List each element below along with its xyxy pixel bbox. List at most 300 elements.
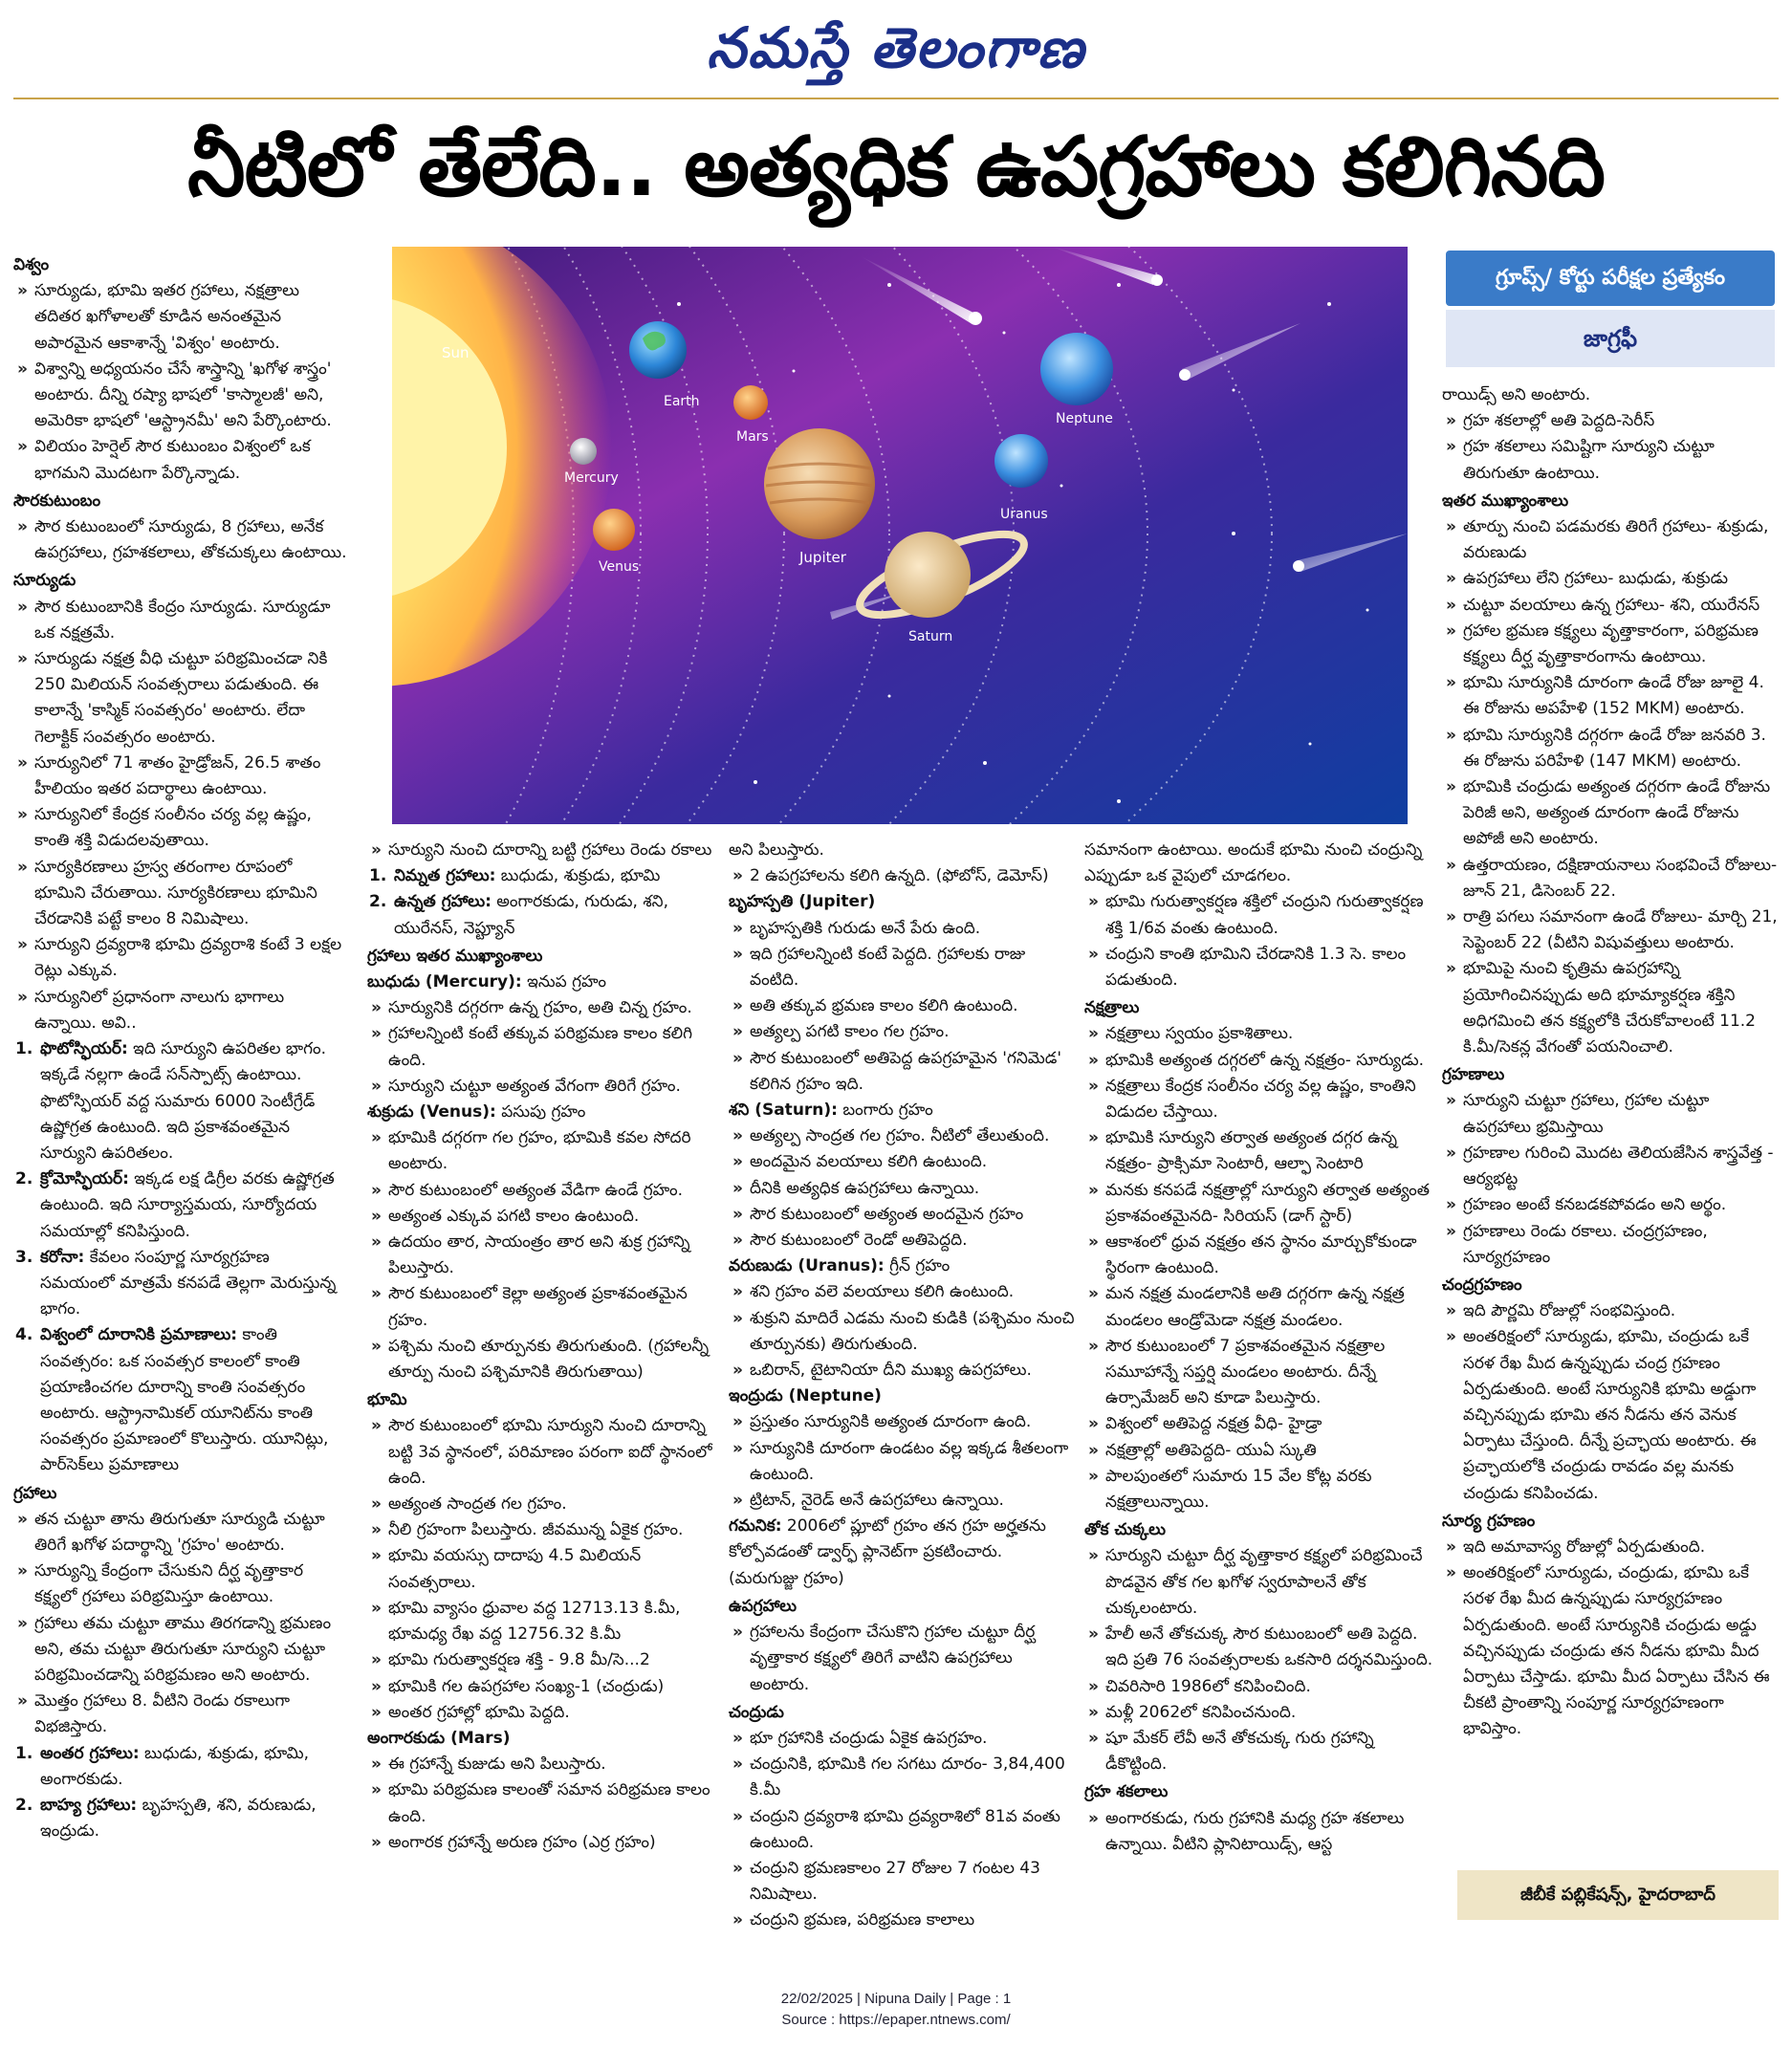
headline: నీటిలో తేలేది.. అత్యధిక ఉపగ్రహాలు కలిగినది xyxy=(187,120,1605,215)
numbered-item xyxy=(13,1036,348,1166)
item-lead: శని (Saturn): xyxy=(729,1101,838,1121)
bullet-item xyxy=(729,1149,1077,1175)
bullet-item xyxy=(1442,1324,1779,1506)
bullet-item xyxy=(13,855,348,933)
bullet-item xyxy=(367,1543,721,1595)
item-text: మళ్లీ 2062లో కనిపించనుంది. xyxy=(1105,1702,1297,1722)
item-number: 2. xyxy=(369,892,387,912)
item-text: బంగారు గ్రహం xyxy=(837,1101,933,1121)
bullet-item xyxy=(1442,1560,1779,1742)
item-number: 1. xyxy=(369,866,387,886)
bullet-item xyxy=(729,1488,1077,1514)
article-column-2 xyxy=(367,838,721,1952)
item-lead: బుధుడు (Mercury): xyxy=(367,972,522,992)
item-text: సూర్యుడు, భూమి ఇతర గ్రహాలు, నక్షత్రాలు తదితర ఖగోళాలతో కూడిన అనంతమైన అపారమైన ఆకాశాన్నే 'విశ్వం' అంటారు. xyxy=(34,281,300,353)
bullet-item xyxy=(1442,434,1779,486)
mars-label: Mars xyxy=(736,429,769,445)
bullet-item xyxy=(729,1176,1077,1202)
bullet-item xyxy=(367,1281,721,1333)
item-text: అత్యల్ప పగటి కాలం గల గ్రహం. xyxy=(750,1022,950,1042)
item-text: విలియం హెర్షెల్ సౌర కుటుంబం విశ్వంలో ఒక భాగమని మొదటగా పేర్కొన్నాడు. xyxy=(34,437,311,483)
item-text: అంతర గ్రహాల్లో భూమి పెద్దది. xyxy=(388,1702,570,1722)
item-text: నక్షత్రాల్లో అతిపెద్దది- యుఏ స్కుతి xyxy=(1105,1440,1317,1460)
item-text: అంగారకుడు, గురుడు, శని, యురేనస్, నెప్ట్యూన్ xyxy=(394,892,669,938)
item-text: భూమి పరిభ్రమణ కాలంతో సమాన పరిభ్రమణ కాలం ఉంది. xyxy=(388,1780,710,1826)
item-text: భూమికి చంద్రుడు అత్యంత దగ్గరగా ఉండే రోజును పెరిజీ అని, అత్యంత దూరంగా ఉండే రోజును అపోజీ అని అంటారు. xyxy=(1463,777,1771,849)
item-text: అంతరిక్షంలో సూర్యుడు, చంద్రుడు, భూమి ఒకే సరళ రేఖ మీద ఉన్నప్పుడు సూర్యగ్రహణం ఏర్పడుతుంది. అంటే సూర్యునికి చంద్రుడు అడ్డు వచ్చినప్పుడు చంద్రుడు తన నీడను భూమి మీద ఏర్పాటు చేస్తాడు. భూమి మీద ఏర్పాటు చేసిన ఈ చీకటి ప్రాంతాన్ని సంపూర్ణ సూర్యగ్రహణంగా భావిస్తాం. xyxy=(1463,1563,1770,1739)
item-text: శని గ్రహం వలె వలయాలు కలిగి ఉంటుంది. xyxy=(750,1282,1015,1302)
item-lead: కరోనా: xyxy=(40,1247,85,1267)
section-heading: గ్రహణాలు xyxy=(1442,1065,1505,1085)
bullet-item xyxy=(729,1123,1077,1149)
bullet-item xyxy=(1084,1543,1436,1622)
item-text: గ్రహణాల గురించి మొదట తెలియజేసిన శాస్త్రవేత్త - ఆర్యభట్ట xyxy=(1463,1143,1774,1189)
section-heading: ఇతర ముఖ్యాంశాలు xyxy=(1442,490,1569,511)
publisher-credit: జీబీకే పబ్లికేషన్స్, హైదరాబాద్ xyxy=(1457,1870,1779,1920)
bullet-item xyxy=(1442,956,1779,1060)
bullet-item xyxy=(729,1726,1077,1752)
item-text: సౌర కుటుంబంలో రెండో అతిపెద్దది. xyxy=(750,1231,968,1251)
article-column-3 xyxy=(729,838,1077,1952)
bullet-item xyxy=(13,514,348,566)
subject-badge: జాగ్రఫీ xyxy=(1446,310,1775,367)
item-text: గ్రహాలన్నింటి కంటే తక్కువ పరిభ్రమణ కాలం కలిగి ఉంది. xyxy=(388,1024,693,1070)
bullet-item xyxy=(1084,1464,1436,1515)
bullet-item xyxy=(1084,1622,1436,1673)
item-text: సూర్యకిరణాలు హ్రస్వ తరంగాల రూపంలో భూమిని చేరుతాయి. సూర్యకిరణాలు భూమిని చేరడానికి పట్టే కాలం 8 నిమిషాలు. xyxy=(34,857,317,929)
bullet-item xyxy=(1084,1281,1436,1333)
item-text: గ్రహ శకలాల్లో అతి పెద్దది-సెరీస్ xyxy=(1463,411,1655,431)
item-text: భూ గ్రహానికి చంద్రుడు ఏకైక ఉపగ్రహం. xyxy=(750,1728,988,1748)
item-text: ఒబిరాన్, టైటానియా దీని ముఖ్య ఉపగ్రహాలు. xyxy=(750,1361,1032,1381)
bullet-item xyxy=(367,1021,721,1073)
item-text: భూమికి దగ్గరగా గల గ్రహం, భూమికి కవల సోదరి అంటారు. xyxy=(388,1128,691,1174)
paragraph xyxy=(729,1253,1077,1279)
item-text: భూమి సూర్యునికి దూరంగా ఉండే రోజు జూలై 4. ఈ రోజును అపహేళి (152 MKM) అంటారు. xyxy=(1463,673,1764,719)
bullet-item xyxy=(1442,514,1779,566)
bullet-item xyxy=(729,1228,1077,1253)
item-text: భూమికి సూర్యుని తర్వాత అత్యంత దగ్గర ఉన్న నక్షత్రం- ప్రాక్సిమా సెంటారీ, ఆల్ఫా సెంటారి xyxy=(1105,1128,1397,1174)
item-text: అంగారక గ్రహాన్నే అరుణ గ్రహం (ఎర్ర గ్రహం) xyxy=(388,1832,656,1852)
bullet-item xyxy=(1442,1219,1779,1271)
masthead-rule xyxy=(13,98,1779,99)
bullet-item xyxy=(1084,1411,1436,1437)
bullet-item xyxy=(367,1647,721,1673)
item-lead: అంతర గ్రహాలు: xyxy=(40,1743,140,1763)
jupiter-label: Jupiter xyxy=(799,549,846,566)
paragraph xyxy=(729,1384,1077,1409)
item-text: కేవలం సంపూర్ణ సూర్యగ్రహణ సమయంలో మాత్రమే కనపడే తెల్లగా మెరుస్తున్న భాగం. xyxy=(40,1247,337,1319)
item-number: 3. xyxy=(15,1247,33,1267)
paragraph xyxy=(367,1726,721,1752)
mercury-shape xyxy=(570,438,597,465)
paragraph xyxy=(729,838,1077,863)
bullet-item xyxy=(13,1611,348,1689)
item-number: 1. xyxy=(15,1743,33,1763)
paragraph xyxy=(729,889,1077,915)
bullet-item xyxy=(1442,774,1779,853)
bullet-item xyxy=(367,1413,721,1492)
item-text: చంద్రునికి, భూమికి గల సగటు దూరం- 3,84,400 కి.మీ xyxy=(750,1755,1065,1800)
section-heading: చంద్రగ్రహణం xyxy=(1442,1275,1522,1295)
item-text: గ్రహణం అంటే కనబడకపోవడం అని అర్థం. xyxy=(1463,1195,1727,1215)
item-text: గ్రహ శకలాలు సమిష్టిగా సూర్యుని చుట్టూ తిరుగుతూ ఉంటాయి. xyxy=(1463,437,1715,483)
bullet-item xyxy=(13,932,348,984)
numbered-item xyxy=(13,1322,348,1478)
item-text: సూర్యుని చుట్టూ గ్రహాలు, గ్రహాల చుట్టూ ఉపగ్రహాలు భ్రమిస్తాయి xyxy=(1463,1091,1710,1137)
item-text: అతి తక్కువ భ్రమణ కాలం కలిగి ఉంటుంది. xyxy=(750,996,1018,1016)
solar-system-illustration xyxy=(392,247,1408,824)
item-text: 2 ఉపగ్రహాలను కలిగి ఉన్నది. (ఫోబోస్, డెమోస్) xyxy=(750,866,1049,886)
item-text: షూ మేకర్ లేవీ అనే తోకచుక్క గురు గ్రహాన్ని డీకొట్టింది. xyxy=(1105,1728,1374,1775)
numbered-item xyxy=(13,1166,348,1245)
bullet-item xyxy=(1442,1192,1779,1218)
paragraph xyxy=(367,1100,721,1125)
bullet-item xyxy=(367,1230,721,1281)
section-heading: గ్రహాలు xyxy=(13,1483,57,1503)
item-text: సూర్యుని ద్రవ్యరాశి భూమి ద్రవ్యరాశి కంటే 3 లక్షల రెట్లు ఎక్కువ. xyxy=(34,935,342,981)
bullet-item xyxy=(1084,942,1436,993)
mars-shape xyxy=(733,385,768,420)
bullet-item xyxy=(1084,1048,1436,1074)
item-text: చంద్రుని కాంతి భూమిని చేరడానికి 1.3 సె. కాలం పడుతుంది. xyxy=(1105,944,1407,991)
item-text: సూర్యునికి దగ్గరగా ఉన్న గ్రహం, అతి చిన్న గ్రహం. xyxy=(388,998,692,1018)
bullet-item xyxy=(729,916,1077,942)
item-text: గ్రీన్ గ్రహం xyxy=(884,1256,951,1276)
bullet-item xyxy=(729,993,1077,1019)
item-text: శుక్రుని మాదిరే ఎడమ నుంచి కుడికి (పశ్చిమం నుంచి తూర్పునకు) తిరుగుతుంది. xyxy=(750,1308,1075,1354)
bullet-item xyxy=(367,1830,721,1856)
numbered-item xyxy=(367,889,721,941)
bullet-item xyxy=(729,1019,1077,1045)
item-text: ఆకాశంలో ధ్రువ నక్షత్రం తన స్థానం మార్చుకోకుండా స్థిరంగా ఉంటుంది. xyxy=(1105,1232,1417,1278)
item-lead: వరుణుడు (Uranus): xyxy=(729,1256,885,1276)
section-heading: తోక చుక్కలు xyxy=(1084,1520,1167,1540)
item-text: సూర్యునిలో ప్రధానంగా నాలుగు భాగాలు ఉన్నాయి. అవి.. xyxy=(34,987,285,1033)
item-text: అంగారకుడు, గురు గ్రహానికి మధ్య గ్రహ శకలాలు ఉన్నాయి. వీటిని ప్లానిటాయిడ్స్, ఆస్ట xyxy=(1105,1808,1405,1854)
item-number: 2. xyxy=(15,1169,33,1189)
bullet-item xyxy=(729,863,1077,889)
solar-system-svg xyxy=(392,247,1408,824)
item-lead: విశ్వంలో దూరానికి ప్రమాణాలు: xyxy=(40,1325,238,1345)
item-text: గ్రహణాలు రెండు రకాలు. చంద్రగ్రహణం, సూర్యగ్రహణం xyxy=(1463,1221,1708,1267)
bullet-item xyxy=(367,1674,721,1700)
bullet-item xyxy=(13,802,348,854)
venus-shape xyxy=(593,509,635,551)
bullet-item xyxy=(367,1074,721,1100)
item-lead: క్రోమోస్ఫియర్: xyxy=(40,1169,129,1189)
item-text: చుట్టూ వలయాలు ఉన్న గ్రహాలు- శని, యురేనస్ xyxy=(1463,595,1760,615)
item-text: సౌర కుటుంబంలో అతిపెద్ద ఉపగ్రహమైన 'గనిమెడ' కలిగిన గ్రహం ఇది. xyxy=(750,1048,1062,1094)
section-heading: గ్రహ శకలాలు xyxy=(1084,1782,1169,1802)
numbered-item xyxy=(13,1741,348,1793)
bullet-item xyxy=(729,1752,1077,1803)
bullet-item xyxy=(367,1700,721,1726)
bullet-item xyxy=(13,985,348,1036)
section-heading: సౌరకుటుంబం xyxy=(13,490,101,511)
item-text: సూర్యుని చుట్టూ దీర్ఘ వృత్తాకార కక్ష్యలో పరిభ్రమించే పొడవైన తోక గల ఖగోళ స్వరూపాలనే తోక చుక్కలంటారు. xyxy=(1105,1546,1423,1618)
bullet-item xyxy=(1084,1438,1436,1464)
item-text: ఇది పౌర్ణమి రోజుల్లో సంభవిస్తుంది. xyxy=(1463,1301,1676,1321)
bullet-item xyxy=(367,1517,721,1543)
item-text: విశ్వంలో అతిపెద్ద నక్షత్ర వీధి- హైడ్రా xyxy=(1105,1414,1322,1434)
section-badge: గ్రూప్స్‌/ కోర్టు పరీక్షల ప్రత్యేకం xyxy=(1446,251,1775,306)
item-text: ఇది గ్రహాలన్నింటి కంటే పెద్దది. గ్రహాలకు రాజు వంటిది. xyxy=(750,944,1026,991)
item-text: భూమికి అత్యంత దగ్గరలో ఉన్న నక్షత్రం- సూర్యుడు. xyxy=(1105,1050,1424,1070)
uranus-shape xyxy=(994,434,1048,488)
bullet-item xyxy=(729,1358,1077,1384)
item-text: పసుపు గ్రహం xyxy=(495,1102,586,1123)
bullet-item xyxy=(1442,619,1779,670)
bullet-item xyxy=(1442,723,1779,774)
item-text: మన నక్షత్ర మండలానికి అతి దగ్గరగా ఉన్న నక్షత్ర మండలం ఆండ్రోమెడా నక్షత్ర మండలం. xyxy=(1105,1284,1405,1330)
item-lead: అంగారకుడు (Mars) xyxy=(367,1728,511,1748)
saturn-shape xyxy=(885,532,971,618)
item-text: ఉపగ్రహాలు లేని గ్రహాలు- బుధుడు, శుక్రుడు xyxy=(1463,569,1729,589)
item-text: ఇనుప గ్రహం xyxy=(521,972,607,992)
item-text: ప్రస్తుతం సూర్యునికి అత్యంత దూరంగా ఉంది. xyxy=(750,1412,1032,1432)
item-text: బృహస్పతికి గురుడు అనే పేరు ఉంది. xyxy=(750,918,981,938)
item-text: సౌర కుటుంబంలో అత్యంత వేడిగా ఉండే గ్రహం. xyxy=(388,1180,684,1200)
numbered-item xyxy=(367,863,721,889)
item-text: ఈ గ్రహాన్నే కుజుడు అని పిలుస్తారు. xyxy=(388,1755,606,1775)
masthead-logo: నమస్తే తెలంగాణ xyxy=(707,15,1085,80)
bullet-item xyxy=(367,1777,721,1829)
bullet-item xyxy=(367,1334,721,1385)
item-text: తూర్పు నుంచి పడమరకు తిరిగే గ్రహాలు- శుక్రుడు, వరుణుడు xyxy=(1463,517,1769,563)
saturn-label: Saturn xyxy=(908,629,953,644)
item-text: భూమి వయస్సు దాదాపు 4.5 మిలియన్ సంవత్సరాలు. xyxy=(388,1546,642,1592)
earth-label: Earth xyxy=(664,394,700,409)
bullet-item xyxy=(1084,1726,1436,1777)
bullet-item xyxy=(1442,408,1779,434)
item-text: అందమైన వలయాలు కలిగి ఉంటుంది. xyxy=(750,1152,988,1172)
section-heading: సూర్య గ్రహణం xyxy=(1442,1511,1536,1531)
item-lead: బృహస్పతి (Jupiter) xyxy=(729,892,876,912)
sun-label: Sun xyxy=(442,344,470,361)
bullet-item xyxy=(729,1279,1077,1305)
bullet-item xyxy=(1442,1298,1779,1324)
item-text: అంతరిక్షంలో సూర్యుడు, భూమి, చంద్రుడు ఒకే సరళ రేఖ మీద ఉన్నప్పుడు చంద్ర గ్రహణం ఏర్పడుతుంది. అంటే సూర్యునికి భూమి అడ్డుగా వచ్చినప్పుడు భూమి తన నీడను తన వెనుక ఏర్పాటు చేస్తుంది. దీన్నే ప్రచ్ఛాయ అంటారు. ఈ ప్రచ్ఛాయలోకి చంద్రుడు రావడం వల్ల మనకు చంద్రుడు కనిపించడు. xyxy=(1463,1327,1757,1503)
item-text: గ్రహాలను కేంద్రంగా చేసుకొని గ్రహాల చుట్టూ దీర్ఘ వృత్తాకార కక్ష్యలో తిరిగే వాటిని ఉపగ్రహాలు అంటారు. xyxy=(750,1623,1036,1694)
item-text: అత్యంత సాంద్రత గల గ్రహం. xyxy=(388,1494,567,1515)
item-text: దీనికి అత్యధిక ఉపగ్రహాలు ఉన్నాయి. xyxy=(750,1178,980,1198)
item-text: చివరిసారి 1986లో కనిపించింది. xyxy=(1105,1676,1311,1696)
numbered-item xyxy=(13,1793,348,1844)
item-text: భూమికి గల ఉపగ్రహాల సంఖ్య-1 (చంద్రుడు) xyxy=(388,1676,665,1696)
item-text: హేలీ అనే తోకచుక్క సౌర కుటుంబంలో అతి పెద్దది. ఇది ప్రతి 76 సంవత్సరాలకు ఒకసారి దర్శనమిస్తుంది. xyxy=(1105,1624,1433,1670)
paragraph xyxy=(729,1514,1077,1592)
item-text: భూమి గురుత్వాకర్షణ శక్తి - 9.8 మీ/సె...2 xyxy=(388,1650,650,1670)
section-heading: చంద్రుడు xyxy=(729,1702,784,1722)
item-text: ఇది అమావాస్య రోజుల్లో ఏర్పడుతుంది. xyxy=(1463,1537,1706,1557)
bullet-item xyxy=(1442,566,1779,592)
item-number: 4. xyxy=(15,1325,33,1345)
bullet-item xyxy=(729,1436,1077,1488)
item-text: చంద్రుని ద్రవ్యరాశి భూమి ద్రవ్యరాశిలో 81వ వంతు ఉంటుంది. xyxy=(750,1806,1060,1852)
item-text: ట్రిటాన్, నైరెడ్ అనే ఉపగ్రహాలు ఉన్నాయి. xyxy=(750,1491,1004,1511)
item-text: భూమిపై నుంచి కృత్రిమ ఉపగ్రహాన్ని ప్రయోగించినప్పుడు అది భూమ్యాకర్షణ శక్తిని అధిగమించి తన కక్ష్యలోకి చేరుకోవాలంటే 11.2 కి.మీ/సెకన్ల వేగంతో పయనించాలి. xyxy=(1463,959,1757,1057)
bullet-item xyxy=(367,1204,721,1230)
item-text: సూర్యునిలో కేంద్రక సంలీనం చర్య వల్ల ఉష్ణం, కాంతి శక్తి విడుదలవుతాయి. xyxy=(34,805,312,851)
bullet-item xyxy=(367,1752,721,1777)
bullet-item xyxy=(1442,1141,1779,1192)
page-footer xyxy=(0,1989,1792,2031)
item-text: అత్యల్ప సాంద్రత గల గ్రహం. నీటిలో తేలుతుంది. xyxy=(750,1126,1050,1146)
bullet-item xyxy=(1084,1074,1436,1125)
item-text: ఇక్కడ లక్ష డిగ్రీల వరకు ఉష్ణోగ్రత ఉంటుంది. ఇది సూర్యాస్తమయ, సూర్యోదయ సమయాల్లో కనిపిస్తుంది. xyxy=(40,1169,335,1241)
bullet-item xyxy=(729,942,1077,993)
item-text: చంద్రుని భ్రమణ, పరిభ్రమణ కాలాలు xyxy=(750,1910,975,1930)
item-text: సౌర కుటుంబానికి కేంద్రం సూర్యుడు. సూర్యుడూ ఒక నక్షత్రమే. xyxy=(34,597,331,643)
bullet-item xyxy=(729,1202,1077,1228)
item-text: సూర్యున్ని కేంద్రంగా చేసుకుని దీర్ఘ వృత్తాకార కక్ష్యలో గ్రహాలు పరిభ్రమిస్తూ ఉంటాయి. xyxy=(34,1561,304,1607)
footer-date-line: 22/02/2025 | Nipuna Daily | Page : 1 xyxy=(780,1991,1012,2007)
item-text: సౌర కుటుంబంలో కెల్లా అత్యంత ప్రకాశవంతమైన గ్రహం. xyxy=(388,1284,688,1330)
item-text: సూర్యునికి దూరంగా ఉండటం వల్ల ఇక్కడ శీతలంగా ఉంటుంది. xyxy=(750,1438,1069,1484)
bullet-item xyxy=(367,1596,721,1647)
section-heading: భూమి xyxy=(367,1390,407,1410)
bullet-item xyxy=(1084,1178,1436,1230)
bullet-item xyxy=(13,1689,348,1740)
item-text: పాలపుంతలో సుమారు 15 వేల కోట్ల వరకు నక్షత్రాలున్నాయి. xyxy=(1105,1466,1372,1513)
item-text: సౌర కుటుంబంలో సూర్యుడు, 8 గ్రహాలు, అనేక ఉపగ్రహాలు, గ్రహశకలాలు, తోకచుక్కలు ఉంటాయి. xyxy=(34,517,347,563)
section-heading: విశ్వం xyxy=(13,255,50,274)
section-heading: నక్షత్రాలు xyxy=(1084,998,1140,1018)
bullet-item xyxy=(1442,1088,1779,1140)
item-text: గ్రహాలు తమ చుట్టూ తాము తిరగడాన్ని భ్రమణం అని, తమ చుట్టూ తిరుగుతూ సూర్యుని చుట్టూ పరిభ్రమించడాన్ని పరిభ్రమణం అని అంటారు. xyxy=(34,1613,332,1685)
masthead xyxy=(0,4,1792,92)
bullet-item xyxy=(13,434,348,486)
bullet-item xyxy=(13,278,348,357)
bullet-item xyxy=(367,1178,721,1204)
paragraph xyxy=(729,1098,1077,1123)
bullet-item xyxy=(729,1409,1077,1435)
bullet-item xyxy=(1084,1700,1436,1726)
item-text: సూర్యునిలో 71 శాతం హైడ్రోజన్, 26.5 శాతం హీలియం ఇతర పదార్థాలు ఉంటాయి. xyxy=(34,752,321,799)
item-text: సౌర కుటుంబంలో అత్యంత అందమైన గ్రహం xyxy=(750,1204,1024,1224)
bullet-item xyxy=(13,357,348,435)
item-number: 1. xyxy=(15,1039,33,1059)
item-text: 2006లో ప్లూటో గ్రహం తన గ్రహ అర్హతను కోల్పోవడంతో డ్వార్ఫ్ ప్లానెట్‌గా ప్రకటించారు. (మరుగుజ్జు గ్రహం) xyxy=(729,1516,1046,1588)
bullet-item xyxy=(729,1804,1077,1856)
item-lead: ఉన్నత గ్రహాలు: xyxy=(394,892,492,912)
bullet-item xyxy=(13,646,348,751)
item-text: రాయిడ్స్ అని అంటారు. xyxy=(1442,385,1591,404)
item-text: విశ్వాన్ని అధ్యయనం చేసే శాస్త్రాన్ని 'ఖగోళ శాస్త్రం' అంటారు. దీన్ని రష్యా భాషలో 'కాస్మాలజీ' అని, అమెరికా భాషలో 'ఆస్ట్రానమీ' అని పేర్కొంటారు. xyxy=(34,359,332,431)
item-text: కాంతి సంవత్సరం: ఒక సంవత్సర కాలంలో కాంతి ప్రయాణించగల దూరాన్ని కాంతి సంవత్సరం అంటారు. ఆస్ట్రానామికల్ యూనిట్‌ను కాంతి సంవత్సరం ప్రమాణంలో కొలుస్తారు. యూనిట్లు, పార్‌సెక్‌లు ప్రమాణాలు xyxy=(40,1325,329,1475)
section-heading: సూర్యుడు xyxy=(13,571,76,591)
neptune-label: Neptune xyxy=(1056,411,1113,426)
item-text: సూర్యుడు నక్షత్ర వీధి చుట్టూ పరిభ్రమించడా నికి 250 మిలియన్ సంవత్సరాలు పడుతుంది. ఈ కాలాన్నే 'కాస్మిక్ సంవత్సరం' అంటారు. లేదా గెలాక్టిక్ సంవత్సరం అంటారు. xyxy=(34,649,328,747)
item-lead: ఫొటోస్ఫియర్: xyxy=(40,1039,128,1059)
footer-source-line: Source : https://epaper.ntnews.com/ xyxy=(781,2012,1011,2028)
article-column-4 xyxy=(1084,838,1436,1952)
item-text: సూర్యుని నుంచి దూరాన్ని బట్టి గ్రహాలు రెండు రకాలు xyxy=(388,840,712,860)
item-text: భూమి సూర్యునికి దగ్గరగా ఉండే రోజు జనవరి 3. ఈ రోజును పరిహేళి (147 MKM) అంటారు. xyxy=(1463,725,1766,771)
venus-label: Venus xyxy=(599,559,640,575)
item-text: చంద్రుని భ్రమణకాలం 27 రోజుల 7 గంటల 43 నిమిషాలు. xyxy=(750,1858,1040,1905)
paragraph xyxy=(1442,382,1779,408)
bullet-item xyxy=(1084,1230,1436,1281)
bullet-item xyxy=(729,1856,1077,1907)
bullet-item xyxy=(367,1492,721,1517)
item-lead: బాహ్య గ్రహాలు: xyxy=(40,1795,138,1815)
item-text: తన చుట్టూ తాను తిరుగుతూ సూర్యుడి చుట్టూ తిరిగే ఖగోళ పదార్థాన్ని 'గ్రహం' అంటారు. xyxy=(34,1509,325,1555)
bullet-item xyxy=(13,595,348,646)
item-text: భూమి వ్యాసం ధ్రువాల వద్ద 12713.13 కి.మీ, భూమధ్య రేఖ వద్ద 12756.32 కి.మీ xyxy=(388,1598,681,1645)
bullet-item xyxy=(367,838,721,863)
item-lead: ఇంద్రుడు (Neptune) xyxy=(729,1386,882,1406)
item-lead: నిమ్నత గ్రహాలు: xyxy=(394,866,496,886)
item-text: మొత్తం గ్రహాలు 8. వీటిని రెండు రకాలుగా విభజిస్తారు. xyxy=(34,1691,291,1737)
bullet-item xyxy=(1084,889,1436,941)
item-text: సౌర కుటుంబంలో భూమి సూర్యుని నుంచి దూరాన్ని బట్టి 3వ స్థానంలో, పరిమాణం పరంగా ఐదో స్థానంలో ఉంది. xyxy=(388,1416,712,1488)
item-text: రాత్రి పగలు సమానంగా ఉండే రోజులు- మార్చి 21, సెప్టెంబర్ 22 (వీటిని విషువత్తులు అంటారు. xyxy=(1463,907,1778,953)
paragraph xyxy=(367,970,721,995)
item-text: అత్యంత ఎక్కువ పగటి కాలం ఉంటుంది. xyxy=(388,1206,640,1226)
article-column-5 xyxy=(1442,382,1779,1912)
bullet-item xyxy=(1442,905,1779,956)
bullet-item xyxy=(1442,1535,1779,1560)
item-text: ఉదయం తార, సాయంత్రం తార అని శుక్ర గ్రహాన్ని పిలుస్తారు. xyxy=(388,1232,690,1278)
bullet-item xyxy=(1442,670,1779,722)
bullet-item xyxy=(13,751,348,802)
item-text: గ్రహాల భ్రమణ కక్ష్యలు వృత్తాకారంగా, పరిభ్రమణ కక్ష్యలు దీర్ఘ వృత్తాకారంగాను ఉంటాయి. xyxy=(1463,621,1759,667)
item-text: బృహస్పతి, శని, వరుణుడు, ఇంద్రుడు. xyxy=(40,1795,317,1842)
section-heading: ఉపగ్రహాలు xyxy=(729,1596,798,1616)
item-lead: గమనిక: xyxy=(729,1516,782,1537)
bullet-item xyxy=(729,1306,1077,1358)
bullet-item xyxy=(367,1125,721,1177)
bullet-item xyxy=(729,1620,1077,1698)
bullet-item xyxy=(13,1559,348,1610)
bullet-item xyxy=(367,995,721,1021)
bullet-item xyxy=(729,1907,1077,1933)
uranus-label: Uranus xyxy=(1000,507,1048,522)
earth-shape xyxy=(629,321,687,379)
bullet-item xyxy=(1442,853,1779,905)
item-text: భూమి గురుత్వాకర్షణ శక్తిలో చంద్రుని గురుత్వాకర్షణ శక్తి 1/6వ వంతు ఉంటుంది. xyxy=(1105,892,1424,938)
item-text: సూర్యుని చుట్టూ అత్యంత వేగంగా తిరిగే గ్రహం. xyxy=(388,1076,681,1096)
bullet-item xyxy=(1084,1806,1436,1858)
item-text: సౌర కుటుంబంలో 7 ప్రకాశవంతమైన నక్షత్రాల సమూహాన్నే సప్తర్షి మండలం అంటారు. దీన్నే ఉర్సామేజర్ అని కూడా పిలుస్తారు. xyxy=(1105,1336,1386,1408)
item-text: బుధుడు, శుక్రుడు, భూమి, అంగారకుడు. xyxy=(40,1743,310,1789)
item-text: మనకు కనపడే నక్షత్రాల్లో సూర్యుని తర్వాత అత్యంత ప్రకాశవంతమైనది- సిరియస్ (డాగ్ స్టార్) xyxy=(1105,1180,1431,1226)
numbered-item xyxy=(13,1245,348,1323)
item-lead: శుక్రుడు (Venus): xyxy=(367,1102,496,1123)
item-text: సమానంగా ఉంటాయి. అందుకే భూమి నుంచి చంద్రున్ని ఎప్పుడూ ఒక వైపులో చూడగలం. xyxy=(1084,840,1423,886)
item-text: అని పిలుస్తారు. xyxy=(729,840,824,860)
bullet-item xyxy=(729,1046,1077,1098)
bullet-item xyxy=(1084,1125,1436,1177)
bullet-item xyxy=(1084,1674,1436,1700)
item-text: నక్షత్రాలు కేంద్రక సంలీనం చర్య వల్ల ఉష్ణం, కాంతిని విడుదల చేస్తాయి. xyxy=(1105,1076,1416,1123)
item-text: ఉత్తరాయణం, దక్షిణాయనాలు సంభవించే రోజులు- జూన్ 21, డిసెంబర్ 22. xyxy=(1463,855,1778,901)
bullet-item xyxy=(13,1507,348,1559)
neptune-shape xyxy=(1040,333,1113,405)
section-heading: గ్రహాలు ఇతర ముఖ్యాంశాలు xyxy=(367,946,543,966)
bullet-item xyxy=(1442,593,1779,619)
item-text: బుధుడు, శుక్రుడు, భూమి xyxy=(495,866,661,886)
item-text: పశ్చిమ నుంచి తూర్పునకు తిరుగుతుంది. (గ్రహాలన్నీ తూర్పు నుంచి పశ్చిమానికి తిరుగుతాయి) xyxy=(388,1336,710,1383)
mercury-label: Mercury xyxy=(564,470,619,486)
bullet-item xyxy=(1084,1021,1436,1047)
paragraph xyxy=(1084,838,1436,889)
item-number: 2. xyxy=(15,1795,33,1815)
item-text: ఇది సూర్యుని ఉపరితల భాగం. ఇక్కడే నల్లగా ఉండే సన్‌స్పాట్స్ ఉంటాయి. ఫొటోస్ఫియర్ వద్ద సుమారు 6000 సెంటీగ్రేడ్ ఉష్ణోగ్రత ఉంటుంది. ఇది ప్రకాశవంతమైన సూర్యుని ఉపరితలం. xyxy=(40,1039,327,1163)
item-text: నక్షత్రాలు స్వయం ప్రకాశితాలు. xyxy=(1105,1024,1294,1044)
